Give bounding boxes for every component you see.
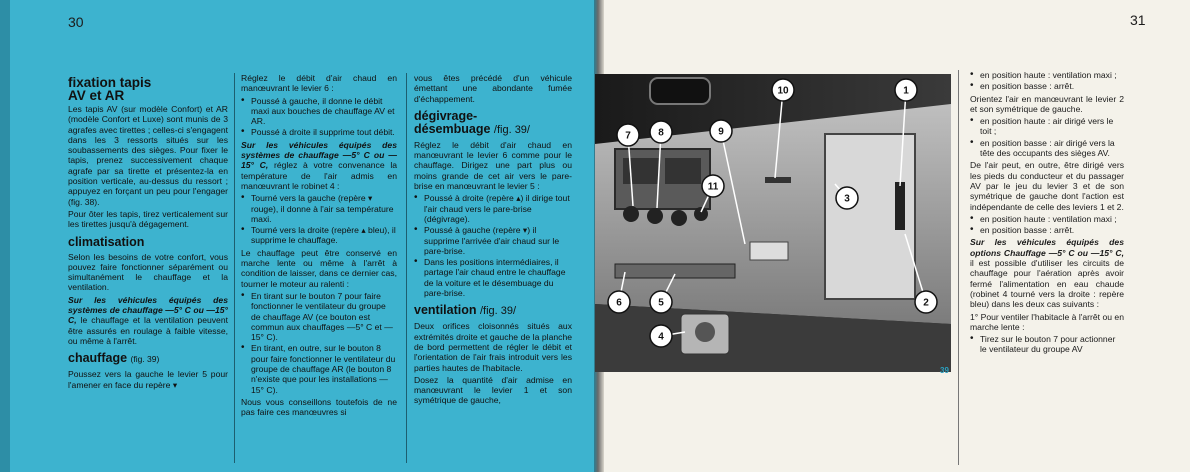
heading-chauffage [68, 352, 228, 366]
list-item: • Tourné vers la gauche (repère ▾ rouge), il donne à l'air sa température maxi. [241, 193, 397, 224]
heater-tap-knob [695, 322, 715, 342]
list-item: • Dans les positions intermédiaires, il partage l'air chaud entre le chauffage de la voiture et le désembuage du pare-brise. [414, 257, 572, 298]
callout-label: 2 [923, 297, 929, 309]
paragraph: vous êtes précédé d'un véhicule émettant une abondante fumée d'échappement. [414, 73, 572, 104]
heading-line: dégivrage- [414, 108, 478, 123]
paragraph: De l'air peut, en outre, être dirigé vers les pieds du conducteur et du passager AV par le jeu du levier 3 et de son symétrique de gauche dont l'action est indépendante de celle des leviers 1 et 2. [970, 160, 1124, 212]
list-item: • Poussé à gauche, il donne le débit maxi aux bouches de chauffage AV et AR. [241, 96, 397, 127]
figure-ref: (fig. 39) [130, 354, 160, 365]
paragraph: Selon les besoins de votre confort, vous pouvez faire fonctionner séparément ou simultanément le chauffage et la ventilation. [68, 251, 228, 293]
list-item: • Poussé à droite (repère ▴) il dirige tout l'air chaud vers le pare-brise (dégivrage). [414, 193, 572, 224]
figure-ref: /fig. 39/ [480, 305, 517, 318]
left-column-3 [414, 73, 572, 408]
bullet-list [970, 116, 1124, 158]
paragraph: Deux orifices cloisonnés situés aux extrémités droite et gauche de la planche de bord permettent de régler le débit et l'orientation de l'air frais introduit vers les parties hautes de l'habitacle. [414, 321, 572, 373]
callout-label: 9 [718, 126, 724, 138]
column-divider [234, 73, 235, 463]
heading-line [414, 123, 572, 137]
callout-label: 11 [707, 181, 719, 193]
paragraph: Réglez le débit d'air chaud en manœuvrant le levier 6 : [241, 73, 397, 94]
heading-degivrage [414, 110, 572, 137]
paragraph-text: il est possible d'utiliser les circuits de chauffage pour l'aération après avoir fermé l'alimentation en eau chaude (robinet 4 tourné vers la droite : repère bleu) dans les deux cas suivants : [970, 258, 1124, 310]
gauge-right [665, 158, 701, 184]
heading-climatisation: climatisation [68, 234, 145, 249]
heading-text: désembuage [414, 121, 491, 136]
page-number-left: 30 [68, 14, 84, 30]
list-item: • en position haute : air dirigé vers le toit ; [970, 116, 1124, 137]
list-item: • en position basse : arrêt. [970, 225, 1124, 235]
list-item: • En tirant, en outre, sur le bouton 8 pour faire fonctionner le ventilateur du groupe de chauffage AR (le bouton 8 n'existe que pour les installations —15° C). [241, 343, 397, 394]
paragraph-text: réglez à votre convenance la température de l'air admis en manœuvrant le robinet 4 : [241, 160, 398, 191]
callout-label: 10 [777, 85, 789, 97]
bullet-list [241, 193, 397, 245]
italic-lead: Sur les véhicules équipés des systèmes de chauffage —5° C ou —15° C, [68, 294, 228, 326]
heading-line: fixation tapis [68, 75, 152, 90]
list-item: • Poussé à gauche (repère ▾) il supprime l'arrivée d'air chaud sur le pare-brise. [414, 225, 572, 256]
bullet-list [414, 193, 572, 298]
paragraph [970, 237, 1124, 309]
paragraph: Les tapis AV (sur modèle Confort) et AR (modèle Confort et Luxe) sont munis de 3 agrafes avec tirettes ; celles-ci s'engagent dans les 3 ressorts situés sur les soubassements des sièges. Pour fixer le tapis, prenez successivement chaque agrafe par sa tirette et présentez-la en position verticale, au-dessus du ressort ; appuyez en forçant un peu pour l'engager (fig. 38). [68, 104, 228, 207]
left-column-1 [68, 76, 228, 392]
paragraph: Pour ôter les tapis, tirez verticalement sur les tirettes jusqu'à dégagement. [68, 208, 228, 230]
left-column-2 [241, 73, 397, 420]
list-item: • en position haute : ventilation maxi ; [970, 70, 1124, 80]
list-item: • en position basse : air dirigé vers la tête des occupants des sièges AV. [970, 138, 1124, 159]
italic-lead: Sur les véhicules équipés des options Chauffage —5° C ou —15° C, [970, 237, 1124, 258]
knob [647, 208, 663, 224]
paragraph-text: le chauffage et la ventilation peuvent être assurés en roulage à faible vitesse, ou même à l'arrêt. [68, 315, 228, 346]
callout-label: 1 [903, 85, 909, 97]
callout-label: 5 [658, 297, 664, 309]
paragraph: Orientez l'air en manœuvrant le levier 2 et son symétrique de gauche. [970, 93, 1124, 114]
bullet-list [241, 291, 397, 395]
callout-label: 6 [616, 297, 622, 309]
callout-label: 3 [844, 193, 850, 205]
heading-text: chauffage [68, 351, 128, 366]
callout-label: 4 [658, 331, 664, 343]
heading-ventilation [414, 304, 572, 318]
vent-slot [765, 177, 791, 183]
paragraph: Dosez la quantité d'air admise en manœuvrant le levier 1 et son symétrique de gauche, [414, 374, 572, 406]
gauge-left [623, 158, 659, 184]
column-divider [958, 70, 959, 465]
list-item: • Tourné vers la droite (repère ▴ bleu), il supprime le chauffage. [241, 225, 397, 246]
figure-number: 39 [940, 366, 949, 375]
paragraph: Poussez vers la gauche le levier 5 pour l'amener en face du repère ▾ [68, 369, 228, 390]
bullet-list [970, 214, 1124, 236]
callout-label: 8 [658, 127, 664, 139]
list-item: • Tirez sur le bouton 7 pour actionner le ventilateur du groupe AV [970, 334, 1124, 355]
heading-text: ventilation [414, 303, 477, 318]
knob [671, 210, 687, 226]
paragraph: Le chauffage peut être conservé en marche lente ou même à l'arrêt à condition de laisser, dans ce dernier cas, tourner le moteur au ralenti : [241, 247, 397, 289]
knob [694, 207, 708, 221]
bullet-list [970, 334, 1124, 355]
paragraph: Réglez le débit d'air chaud en manœuvrant le levier 6 comme pour le chauffage. Dirigez une part plus ou moins grande de cet air vers le pare-brise en manœuvrant le levier 5 : [414, 139, 572, 192]
numbered-item: 1° Pour ventiler l'habitacle à l'arrêt ou en marche lente : [970, 311, 1124, 332]
rear-view-mirror [650, 78, 710, 104]
heading-line: AV et AR [68, 88, 125, 103]
heading-fixation-tapis [68, 76, 228, 102]
bullet-list [241, 96, 397, 138]
list-item: • en position basse : arrêt. [970, 81, 1124, 91]
paragraph [68, 295, 228, 346]
page-number-right: 31 [1130, 12, 1146, 28]
page-edge [0, 0, 10, 472]
paragraph [241, 140, 397, 191]
dashboard-photo [595, 74, 951, 372]
callout-label: 7 [625, 130, 631, 142]
right-column [970, 70, 1124, 357]
paragraph: Nous vous conseillons toutefois de ne pas faire ces manœuvres si [241, 396, 397, 418]
heater-control-slider [615, 264, 735, 278]
column-divider [406, 73, 407, 463]
bullet-list [970, 70, 1124, 92]
italic-lead: Sur les véhicules équipés des systèmes de chauffage —5° C ou —15° C, [241, 139, 397, 171]
knob [623, 206, 639, 222]
list-item: • en position haute : ventilation maxi ; [970, 214, 1124, 224]
side-vent [895, 182, 905, 230]
list-item: • Poussé à droite il supprime tout débit. [241, 127, 397, 137]
figure-ref: /fig. 39/ [493, 123, 530, 136]
ashtray [750, 242, 788, 260]
list-item: • En tirant sur le bouton 7 pour faire fonctionner le ventilateur du groupe de chauffage AV (ce bouton est commun aux chauffages —5° C et —15° C). [241, 291, 397, 342]
